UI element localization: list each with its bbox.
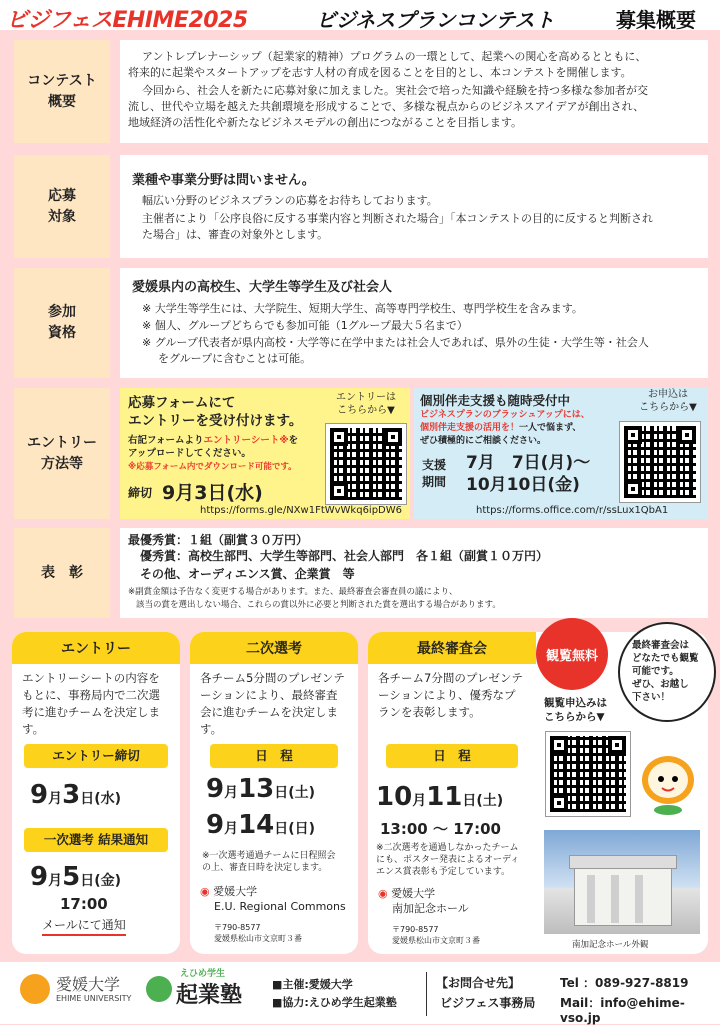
entry-deadline-dow: (水) — [94, 791, 121, 807]
second-date2-dow: 日(日) — [274, 821, 316, 837]
second-addr-2: 愛媛県松山市文京町３番 — [214, 934, 302, 943]
target-heading: 業種や事業分野は問いません。 — [132, 173, 315, 188]
support-panel — [414, 388, 708, 519]
second-date1-month: 9 — [206, 774, 225, 804]
eligibility-label-line2: 資格 — [48, 325, 76, 341]
second-note-2: の上、審査日時を決定します。 — [202, 863, 328, 873]
entry-method-label-line1: エントリー — [27, 434, 97, 451]
support-desc-3: ぜひ積極的にご相談ください。 — [420, 436, 547, 446]
support-qr-caption-2: こちらから▼ — [639, 402, 697, 413]
audience-qr-code[interactable] — [546, 732, 630, 816]
hall-roof-shape — [569, 855, 677, 869]
final-card-title: 最終審査会 — [368, 632, 536, 664]
second-venue — [200, 884, 346, 914]
support-period-label — [422, 457, 446, 491]
entry-form-note-2: アップロードしてください。 — [128, 448, 251, 459]
recruit-title: 募集概要 — [616, 8, 696, 32]
contact-tel[interactable]: Tel ：089-927-8819 — [560, 976, 689, 990]
result-time: 17:00 — [60, 895, 108, 913]
footer-host: ■主催:愛媛大学 — [272, 978, 353, 991]
entry-card-title: エントリー — [12, 632, 180, 664]
speech-bubble — [618, 622, 716, 722]
final-date-month: 10 — [376, 782, 413, 812]
hall-building-shape — [574, 864, 672, 926]
result-date: 9月5日(金) — [30, 862, 121, 892]
audience-qr-caption — [544, 696, 607, 724]
second-card — [190, 632, 358, 954]
bubble-line-2: どなたでも観覧 — [632, 653, 699, 664]
target-line-1: 幅広い分野のビジネスプランの応募をお待ちしております。 — [142, 194, 438, 207]
second-card-title: 二次選考 — [190, 632, 358, 664]
entry-qr-caption — [326, 391, 406, 417]
entry-qr-caption-2: こちらから▼ — [337, 405, 395, 416]
final-schedule-pill: 日 程 — [386, 744, 518, 768]
result-month: 9 — [30, 862, 49, 892]
entry-deadline-date: 9月3日(水) — [30, 780, 121, 810]
final-address — [392, 924, 480, 946]
location-pin-icon: ◉ — [200, 885, 210, 898]
second-date-2: 9月14日(日) — [206, 810, 316, 840]
award-others: その他、オーディエンス賞、企業賞 等 — [140, 567, 355, 581]
audience-qr-caption-1: 観覧申込みは — [544, 697, 607, 709]
support-desc-2a: 個別伴走支援の活用を！ — [420, 423, 520, 433]
eligibility-line-3: ※ グループ代表者が県内高校・大学等に在学中または社会人であれば、県外の生徒・大学生等・社会人 — [142, 336, 649, 349]
support-desc-2b: 一人で悩まず、 — [519, 423, 582, 433]
result-method: メールにて通知 — [42, 916, 126, 936]
entry-card — [12, 632, 180, 954]
awards-label-text: 表 彰 — [41, 564, 83, 581]
eligibility-label — [14, 268, 110, 378]
entry-form-title — [128, 394, 302, 430]
result-dow: (金) — [94, 873, 121, 889]
entry-form-note-1c: を — [288, 435, 299, 446]
awards-note-1: ※副賞金額は予告なく変更する場合があります。また、最終審査会審査員の議により、 — [128, 587, 458, 597]
second-venue-2: E.U. Regional Commons — [214, 900, 346, 913]
final-addr-1: 〒790-8577 — [392, 925, 439, 934]
bubble-line-1: 最終審査会は — [632, 640, 690, 651]
second-date2-day: 14 — [238, 810, 275, 840]
awards-box — [120, 528, 708, 618]
final-time: 13:00 〜 17:00 — [380, 820, 501, 838]
overview-label — [14, 40, 110, 143]
final-addr-2: 愛媛県松山市文京町３番 — [392, 936, 480, 945]
entry-form-panel — [120, 388, 410, 519]
support-description — [420, 409, 590, 448]
awards-note-2: 該当の賞を選出しない場合、これらの賞以外に必要と判断された賞を選出する場合があります。 — [136, 600, 501, 610]
kigyo-juku-logo-icon — [146, 976, 172, 1002]
hall-pillar-2 — [611, 875, 619, 923]
contact-title: 【お問合せ先】 — [436, 976, 521, 990]
second-schedule-pill: 日 程 — [210, 744, 338, 768]
free-admission-text: 観覧無料 — [545, 648, 598, 664]
support-desc-1: ビジネスプランのブラッシュアップには、 — [420, 410, 590, 420]
second-venue-1: 愛媛大学 — [213, 885, 258, 898]
entry-qr-code[interactable] — [326, 424, 406, 504]
support-url[interactable]: https://forms.office.com/r/ssLux1QbA1 — [476, 505, 669, 516]
hall-pillar-1 — [587, 875, 595, 923]
brand-title: ビジフェスEHIME2025 — [6, 8, 248, 33]
contest-title: ビジネスプランコンテスト — [316, 8, 555, 32]
hall-pillar-3 — [635, 875, 643, 923]
entry-deadline-label: 締切 — [128, 486, 153, 500]
footer-divider — [426, 972, 427, 1016]
support-qr-caption — [630, 388, 706, 414]
second-note-1: ※一次選考通過チームに日程照会 — [202, 851, 336, 861]
free-admission-badge — [536, 618, 608, 690]
entry-deadline-month: 9 — [30, 780, 49, 810]
final-note-1: ※二次選考を通過しなかったチーム — [376, 843, 519, 853]
entry-method-label — [14, 388, 110, 519]
footer-kigyo-big: 起業塾 — [176, 983, 243, 1008]
target-label-line2: 対象 — [48, 208, 76, 225]
final-date-day: 11 — [426, 782, 463, 812]
bubble-line-5: 下さい！ — [632, 692, 671, 703]
support-end-date: 10月10日(金) — [466, 475, 580, 495]
target-label — [14, 155, 110, 258]
support-period-label-1: 支援 — [422, 458, 447, 472]
entry-card-text: エントリーシートの内容をもとに、事務局内で二次選考に進むチームを決定します。 — [22, 671, 160, 736]
entry-deadline-value: 9月3日(水) — [162, 482, 263, 504]
second-date1-dow: 日(土) — [274, 785, 316, 801]
eligibility-line-2: ※ 個人、グループどちらでも参加可能（1グループ最大５名まで） — [142, 319, 468, 332]
entry-sheet-link: エントリーシート※ — [203, 435, 289, 446]
eligibility-label-line1: 参加 — [48, 304, 76, 320]
ehime-univ-logo-icon — [20, 974, 50, 1004]
eligibility-box — [120, 268, 708, 378]
second-date1-day: 13 — [238, 774, 275, 804]
final-date-dow: 日(土) — [462, 793, 504, 809]
second-card-text: 各チーム5分間のプレゼンテーションにより、最終審査会に進むチームを決定します。 — [200, 671, 345, 736]
support-qr-code[interactable] — [620, 422, 700, 502]
final-date: 10月11日(土) — [376, 782, 504, 812]
hall-photo-caption: 南加記念ホール外観 — [572, 940, 649, 950]
target-line-2: 主催者により「公序良俗に反する事業内容と判断された場合」「本コンテストの目的に反すると判断され — [142, 212, 654, 225]
final-venue-1: 愛媛大学 — [391, 887, 436, 900]
entry-deadline-day: 3 — [62, 780, 81, 810]
speech-bubble-text — [632, 639, 699, 704]
mascot-icon — [638, 750, 698, 816]
support-title: 個別伴走支援も随時受付中 — [420, 393, 571, 408]
header-bar — [0, 0, 720, 33]
target-box — [120, 155, 708, 258]
contact-mail[interactable]: Mail：info@ehime-vso.jp — [560, 996, 685, 1025]
footer-kigyo-small: えひめ学生 — [180, 969, 226, 979]
audience-qr-caption-2: こちらから▼ — [544, 711, 605, 723]
overview-label-line1: コンテスト — [27, 72, 97, 89]
awards-label — [14, 528, 110, 618]
eligibility-heading: 愛媛県内の高校生、大学生等学生及び社会人 — [132, 280, 393, 295]
final-note-2: にも、ポスター発表によるオーディ — [376, 855, 520, 865]
entry-form-note-3: ※応募フォーム内でダウンロード可能です。 — [128, 462, 297, 472]
second-note — [202, 850, 336, 874]
entry-qr-caption-1: エントリーは — [336, 392, 396, 403]
overview-line-5: 地域経済の活性化や新たなビジネスモデルの創出につながることを目指します。 — [128, 116, 523, 129]
final-note-3: エンス賞表彰も予定しています。 — [376, 867, 511, 877]
award-excellent: 優秀賞：高校生部門、大学生等部門、社会人部門 各１組（副賞１０万円） — [140, 549, 549, 563]
final-venue-2: 南加記念ホール — [392, 902, 469, 915]
second-addr-1: 〒790-8577 — [214, 923, 261, 932]
eligibility-line-4: をグループに含むことは可能。 — [158, 352, 312, 365]
entry-form-title-line1: 応募フォームにて — [128, 395, 236, 411]
footer-coop: ■協力:えひめ学生起業塾 — [272, 996, 397, 1009]
entry-form-note-1a: 右記フォームより — [128, 435, 204, 446]
support-period-dates — [466, 452, 590, 496]
overview-line-1: アントレプレナーシップ（起業家的精神）プログラムの一環として、起業への関心を高めるとともに、 — [142, 50, 647, 63]
entry-form-url[interactable]: https://forms.gle/NXw1FtWvWkq6ipDW6 — [200, 505, 403, 516]
footer-univ-jp: 愛媛大学 — [56, 975, 121, 994]
contact-office: ビジフェス事務局 — [440, 996, 536, 1010]
overview-line-2: 将来的に起業やスタートアップを志す人材の育成を図ることを目的とし、本コンテストを開催します。 — [128, 66, 632, 79]
bubble-line-4: ぜひ、お越し — [632, 679, 689, 690]
result-notice-pill: 一次選考 結果通知 — [24, 828, 168, 852]
location-pin-icon: ◉ — [378, 887, 388, 900]
second-date2-month: 9 — [206, 810, 225, 840]
entry-method-label-line2: 方法等 — [41, 455, 83, 472]
entry-form-note — [128, 434, 298, 474]
bubble-line-3: 可能です。 — [632, 666, 679, 677]
entry-deadline-pill: エントリー締切 — [24, 744, 168, 768]
support-qr-caption-1: お申込は — [648, 389, 688, 400]
second-address — [214, 922, 302, 944]
overview-line-3: 今回から、社会人を新たに応募対象に加えました。実社会で培った知識や経験を持つ多様な参加者が交 — [142, 84, 648, 97]
support-start-date: 7月 7日(月)〜 — [466, 453, 591, 473]
overview-box — [120, 40, 708, 143]
support-period-label-2: 期間 — [422, 475, 447, 489]
hall-photo — [544, 830, 700, 934]
target-line-3: た場合」は、審査の対象外とします。 — [142, 228, 329, 241]
overview-line-4: 流し、世代や立場を越えた共創環境を形成することで、多様な視点からのビジネスアイデアが創出され、 — [128, 100, 645, 113]
overview-label-line2: 概要 — [47, 93, 76, 110]
eligibility-line-1: ※ 大学生等学生には、大学院生、短期大学生、高等専門学校生、専門学校生を含みます。 — [142, 302, 583, 315]
final-card-text: 各チーム7分間のプレゼンテーションにより、優秀なプランを表彰します。 — [378, 671, 523, 719]
footer — [0, 962, 720, 1024]
result-day: 5 — [62, 862, 81, 892]
entry-form-title-line2: エントリーを受け付けます。 — [128, 413, 303, 429]
target-label-line1: 応募 — [48, 187, 76, 204]
final-note — [376, 842, 519, 878]
footer-univ-en: EHIME UNIVERSITY — [56, 994, 132, 1003]
award-grand: 最優秀賞：１組（副賞３０万円） — [128, 533, 309, 547]
second-date-1: 9月13日(土) — [206, 774, 316, 804]
final-venue — [378, 886, 469, 916]
